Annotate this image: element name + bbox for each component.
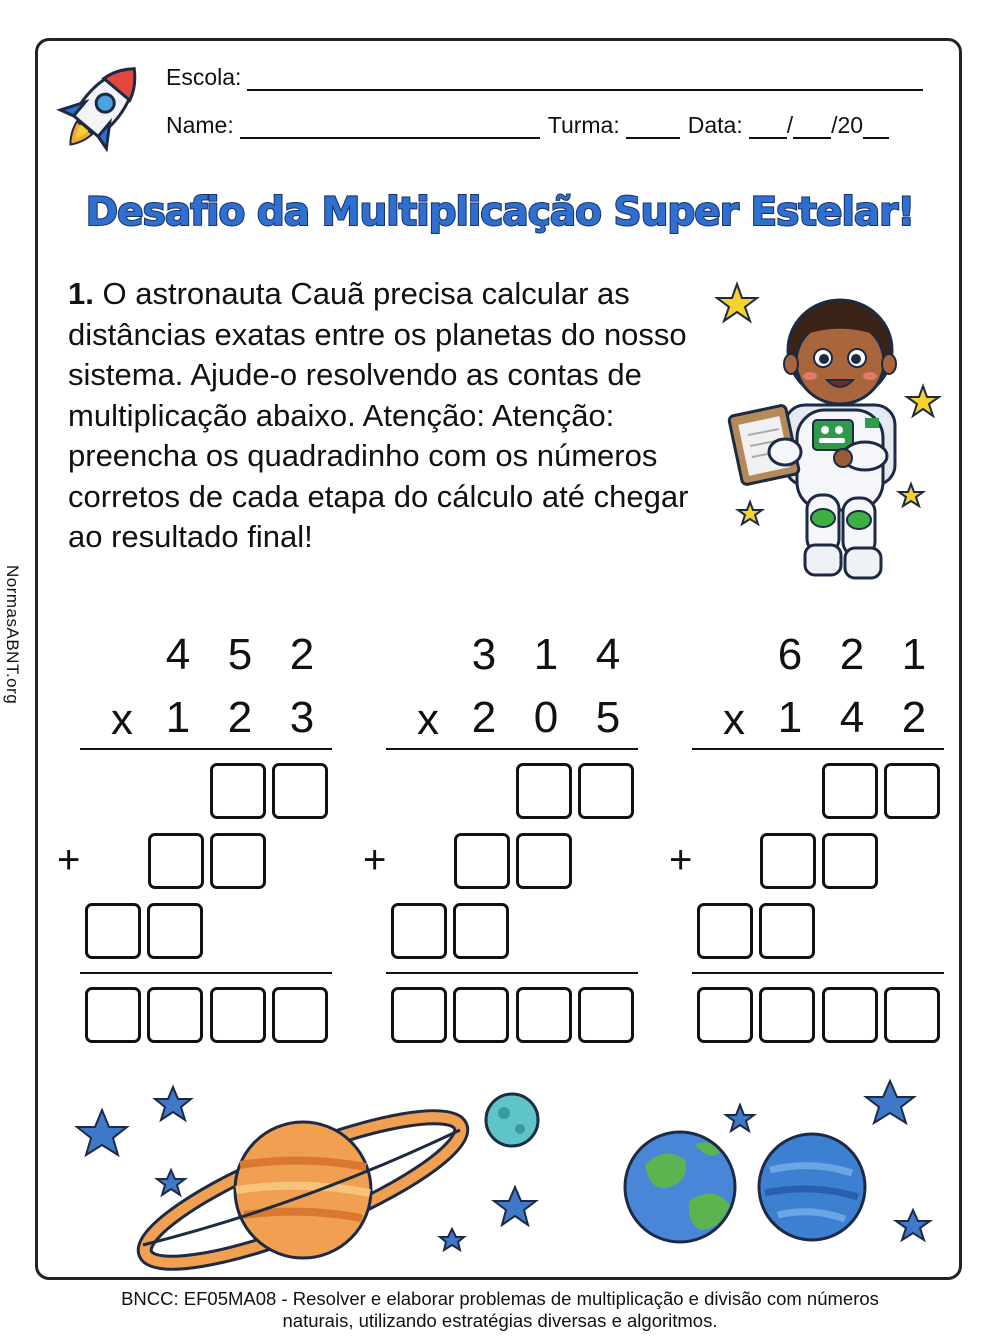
school-field xyxy=(166,64,923,91)
product-line xyxy=(692,748,944,750)
digit: 1 xyxy=(165,693,191,742)
digit: 3 xyxy=(289,693,315,742)
name-blank[interactable] xyxy=(240,117,540,139)
answer-box[interactable] xyxy=(148,833,204,889)
name-field xyxy=(166,112,889,139)
star-icon xyxy=(155,1087,191,1120)
side-watermark: NormasABNT.org xyxy=(3,565,22,705)
digit: 6 xyxy=(777,630,803,679)
times-sign: x xyxy=(111,695,133,744)
result-box[interactable] xyxy=(210,987,266,1043)
class-blank[interactable] xyxy=(626,117,680,139)
footer-line-2: naturais, utilizando estratégias diversas e algoritmos. xyxy=(282,1310,718,1331)
small-planet-icon xyxy=(486,1094,538,1146)
answer-box[interactable] xyxy=(578,763,634,819)
result-box[interactable] xyxy=(516,987,572,1043)
space-scene xyxy=(40,1075,960,1275)
product-line xyxy=(386,748,638,750)
digit: 3 xyxy=(471,630,497,679)
date-day-blank[interactable] xyxy=(749,117,787,139)
star-icon xyxy=(157,1170,185,1195)
star-icon xyxy=(899,484,923,506)
star-icon xyxy=(907,386,939,416)
answer-box[interactable] xyxy=(147,903,203,959)
plus-sign: + xyxy=(363,838,387,882)
date-month-blank[interactable] xyxy=(793,117,831,139)
problem-3 xyxy=(669,630,947,1050)
date-label: Data: xyxy=(687,112,743,138)
star-icon xyxy=(738,502,762,524)
digit: 4 xyxy=(595,630,621,679)
problem-1 xyxy=(57,630,335,1050)
digit: 0 xyxy=(533,693,559,742)
answer-box[interactable] xyxy=(454,833,510,889)
answer-box[interactable] xyxy=(759,903,815,959)
name-label: Name: xyxy=(166,112,234,138)
sum-line xyxy=(386,972,638,974)
digit: 4 xyxy=(839,693,865,742)
multiplier xyxy=(759,693,945,743)
times-sign: x xyxy=(723,695,745,744)
question-body: O astronauta Cauã precisa calcular as distâncias exatas entre os planetas do nosso sistema. Ajude-o resolvendo as contas de multiplicação abaixo. Atenção: Atenção: preencha os quadradinho com os números corretos de cada etapa do cálculo até chegar ao resultado final! xyxy=(68,276,689,554)
digit: 1 xyxy=(901,630,927,679)
result-box[interactable] xyxy=(272,987,328,1043)
date-separator: / xyxy=(786,112,794,138)
answer-box[interactable] xyxy=(272,763,328,819)
result-box[interactable] xyxy=(85,987,141,1043)
digit: 2 xyxy=(471,693,497,742)
result-box[interactable] xyxy=(884,987,940,1043)
school-label: Escola: xyxy=(166,64,242,90)
school-blank[interactable] xyxy=(247,69,923,91)
result-box[interactable] xyxy=(697,987,753,1043)
earth-icon xyxy=(625,1132,735,1242)
answer-box[interactable] xyxy=(884,763,940,819)
plus-sign: + xyxy=(669,838,693,882)
answer-box[interactable] xyxy=(391,903,447,959)
question-number: 1. xyxy=(68,276,94,311)
answer-box[interactable] xyxy=(822,763,878,819)
product-line xyxy=(80,748,332,750)
result-box[interactable] xyxy=(578,987,634,1043)
class-label: Turma: xyxy=(547,112,620,138)
astronaut-illustration xyxy=(715,270,955,590)
star-icon xyxy=(494,1187,536,1225)
result-box[interactable] xyxy=(822,987,878,1043)
saturn-icon xyxy=(131,1091,475,1289)
digit: 1 xyxy=(533,630,559,679)
answer-box[interactable] xyxy=(85,903,141,959)
digit: 2 xyxy=(289,630,315,679)
result-box[interactable] xyxy=(759,987,815,1043)
sum-line xyxy=(80,972,332,974)
result-box[interactable] xyxy=(391,987,447,1043)
date-year-blank[interactable] xyxy=(863,117,889,139)
worksheet-title: Desafio da Multiplicação Super Estelar! xyxy=(85,190,915,235)
times-sign: x xyxy=(417,695,439,744)
answer-box[interactable] xyxy=(453,903,509,959)
multiplicand xyxy=(759,630,945,680)
multiplier xyxy=(147,693,333,743)
digit: 2 xyxy=(839,630,865,679)
multiplier xyxy=(453,693,639,743)
digit: 1 xyxy=(777,693,803,742)
star-icon xyxy=(440,1229,464,1250)
answer-box[interactable] xyxy=(697,903,753,959)
star-icon xyxy=(866,1081,914,1123)
star-icon xyxy=(896,1210,930,1240)
result-box[interactable] xyxy=(147,987,203,1043)
star-icon xyxy=(717,284,757,321)
date-year-prefix: /20 xyxy=(831,112,864,138)
star-icon xyxy=(77,1110,127,1155)
answer-box[interactable] xyxy=(760,833,816,889)
answer-box[interactable] xyxy=(516,833,572,889)
digit: 5 xyxy=(227,630,253,679)
digit: 2 xyxy=(901,693,927,742)
question-text xyxy=(68,274,708,558)
footer-line-1: BNCC: EF05MA08 - Resolver e elaborar problemas de multiplicação e divisão com números xyxy=(121,1288,879,1309)
problem-2 xyxy=(363,630,641,1050)
sum-line xyxy=(692,972,944,974)
digit: 2 xyxy=(227,693,253,742)
answer-box[interactable] xyxy=(516,763,572,819)
star-icon xyxy=(726,1105,754,1131)
multiplicand xyxy=(147,630,333,680)
answer-box[interactable] xyxy=(822,833,878,889)
neptune-icon xyxy=(759,1134,865,1240)
plus-sign: + xyxy=(57,838,81,882)
answer-box[interactable] xyxy=(210,763,266,819)
digit: 5 xyxy=(595,693,621,742)
rocket-icon xyxy=(52,52,152,162)
result-box[interactable] xyxy=(453,987,509,1043)
bncc-footer xyxy=(0,1288,1000,1332)
answer-box[interactable] xyxy=(210,833,266,889)
digit: 4 xyxy=(165,630,191,679)
multiplicand xyxy=(453,630,639,680)
